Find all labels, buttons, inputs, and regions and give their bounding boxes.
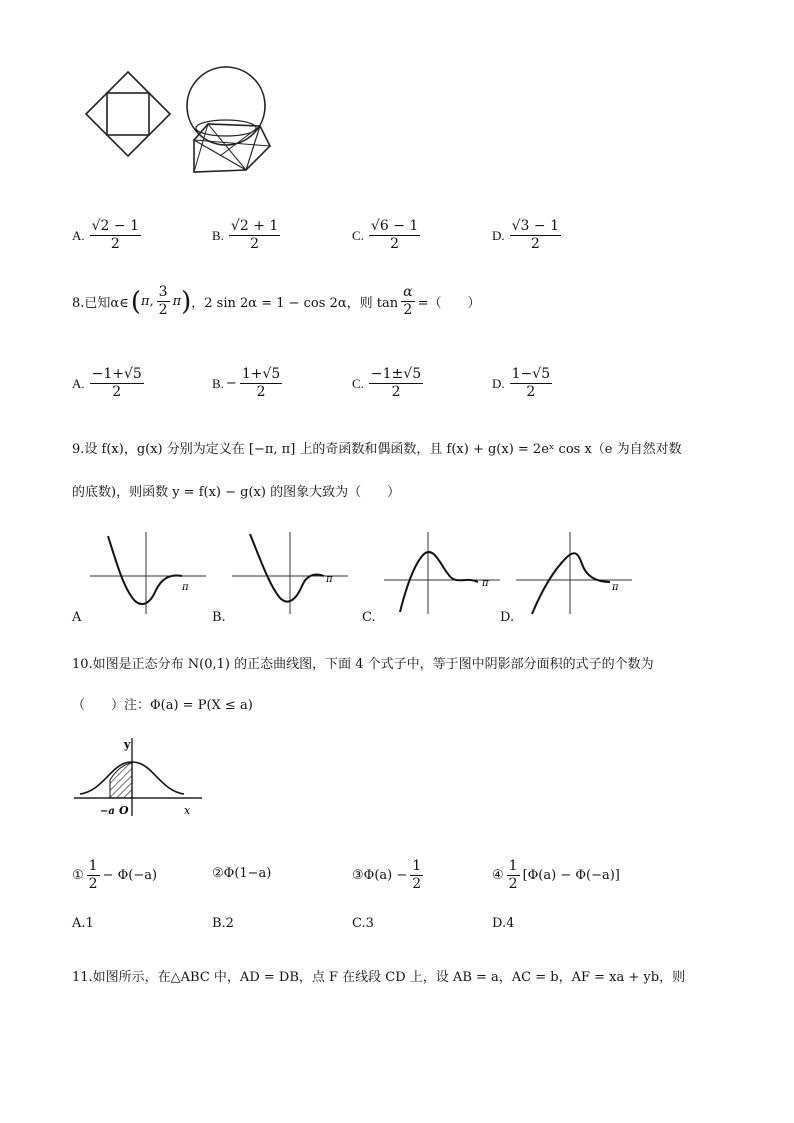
option-label: A. [72, 227, 85, 243]
option-label: B. [212, 375, 224, 391]
axis-pi-label: π [482, 578, 489, 589]
axis-pi-label: π [326, 574, 333, 585]
option-numerator: √2 − 1 [91, 218, 140, 234]
q7-option-b [212, 218, 283, 253]
q7-option-c [352, 218, 423, 253]
q9-graph-label-a: A [72, 610, 82, 625]
option-label: C. [352, 375, 364, 391]
q9-stem-line2: 的底数)，则函数 y = f(x) − g(x) 的图象大致为（ ） [72, 485, 401, 500]
option-numerator: √6 − 1 [370, 218, 419, 234]
option-label: A. [72, 375, 85, 391]
expr-mark: ④ [492, 868, 504, 883]
expr-numerator: 1 [412, 858, 422, 874]
option-label: D. [492, 375, 505, 391]
option-denominator: 2 [390, 236, 400, 252]
q10-option-d: D.4 [492, 916, 515, 931]
q9-graph-b [232, 528, 352, 618]
q8-tan-numerator: α [403, 284, 413, 300]
q8-interval-start: π, [140, 294, 154, 309]
option-denominator: 2 [110, 236, 120, 252]
expr-numerator: 1 [88, 858, 98, 874]
option-numerator: −1±√5 [370, 366, 422, 382]
expr-post: [Φ(a) − Φ(−a)] [522, 868, 620, 883]
expr-denominator: 2 [88, 876, 98, 892]
q11-stem-line1: 11.如图所示，在△ABC 中，AD = DB，点 F 在线段 CD 上，设 AB = a，AC = b，AF = xa + yb，则 [72, 970, 686, 985]
q10-expr-1 [72, 858, 157, 893]
q8-stem: 8.已知α∈ ( π, $\frac{3}{2}$ π ) ，2 sin 2α = 1 − cos 2α，则 tan $\frac{\alpha}{2}$ =（ ） [72, 284, 481, 318]
q8-option-b [212, 366, 285, 401]
q8-interval-denominator: 2 [158, 302, 168, 318]
option-numerator: √3 − 1 [511, 218, 560, 234]
q9-graph-label-b: B. [212, 610, 226, 625]
option-numerator: 1−√5 [511, 366, 551, 382]
option-numerator: √2 + 1 [230, 218, 279, 234]
expr-mark: ② [212, 866, 224, 881]
q8-option-d [492, 366, 555, 401]
fig-neg-a-label: −a [100, 806, 115, 817]
axis-pi-label: π [612, 582, 619, 593]
q9-graph-c [384, 528, 504, 618]
fig-origin-label: O [119, 804, 129, 817]
option-label: B. [212, 227, 224, 243]
option-denominator: 2 [112, 384, 122, 400]
option-denominator: 2 [250, 236, 260, 252]
option-denominator: 2 [256, 384, 266, 400]
q7-figure-squares [82, 66, 182, 166]
expr-mark: ① [72, 868, 84, 883]
q10-stem-line2: （ ）注：Φ(a) = P(X ≤ a) [72, 698, 253, 713]
expr-mark: ③ [352, 868, 364, 883]
q10-stem-line1: 10.如图是正态分布 N(0,1) 的正态曲线图，下面 4 个式子中，等于图中阴影部分面积的式子的个数为 [72, 657, 654, 672]
q10-option-a: A.1 [72, 916, 94, 931]
expr-numerator: 1 [508, 858, 518, 874]
expr-post: − Φ(−a) [102, 868, 158, 883]
q10-expr-2 [212, 866, 271, 881]
q7-figure-sphere-prism [180, 66, 280, 178]
option-prefix: − [225, 376, 237, 391]
option-label: C. [352, 227, 364, 243]
q9-graph-label-d: D. [500, 610, 515, 625]
q10-option-b: B.2 [212, 916, 234, 931]
q7-option-a [72, 218, 144, 253]
option-denominator: 2 [530, 236, 540, 252]
q8-tan-denominator: 2 [403, 302, 413, 318]
expr-denominator: 2 [412, 876, 422, 892]
q9-stem-line1: 9.设 f(x)，g(x) 分别为定义在 [−π, π] 上的奇函数和偶函数，且 f(x) + g(x) = 2eˣ cos x（e 为自然对数 [72, 442, 682, 457]
q8-stem-part-a: 8.已知α∈ [72, 296, 129, 311]
option-numerator: 1+√5 [241, 366, 281, 382]
fig-x-label: x [184, 804, 191, 817]
q9-graph-label-c: C. [362, 610, 376, 625]
option-denominator: 2 [526, 384, 536, 400]
expr-pre: Φ(a) − [363, 868, 408, 883]
fig-y-label: y [124, 738, 131, 751]
option-denominator: 2 [391, 384, 401, 400]
q9-graph-a [90, 528, 210, 618]
q8-stem-part-c: =（ ） [417, 296, 481, 311]
q10-expr-3 [352, 858, 426, 893]
option-label: D. [492, 227, 505, 243]
option-numerator: −1+√5 [91, 366, 142, 382]
axis-pi-label: π [182, 582, 189, 593]
expr-denominator: 2 [508, 876, 518, 892]
q10-expr-4 [492, 858, 620, 893]
q8-interval-numerator: 3 [158, 284, 168, 300]
q8-option-c [352, 366, 426, 401]
q7-option-d [492, 218, 564, 253]
q8-stem-part-b: ，2 sin 2α = 1 − cos 2α，则 tan [191, 296, 399, 311]
q10-option-c: C.3 [352, 916, 374, 931]
q9-graph-d [516, 528, 636, 618]
q8-interval-end: π [172, 294, 182, 309]
q10-normal-curve-figure [72, 736, 212, 826]
q8-option-a [72, 366, 147, 401]
expr-pre: Φ(1−a) [223, 866, 272, 881]
